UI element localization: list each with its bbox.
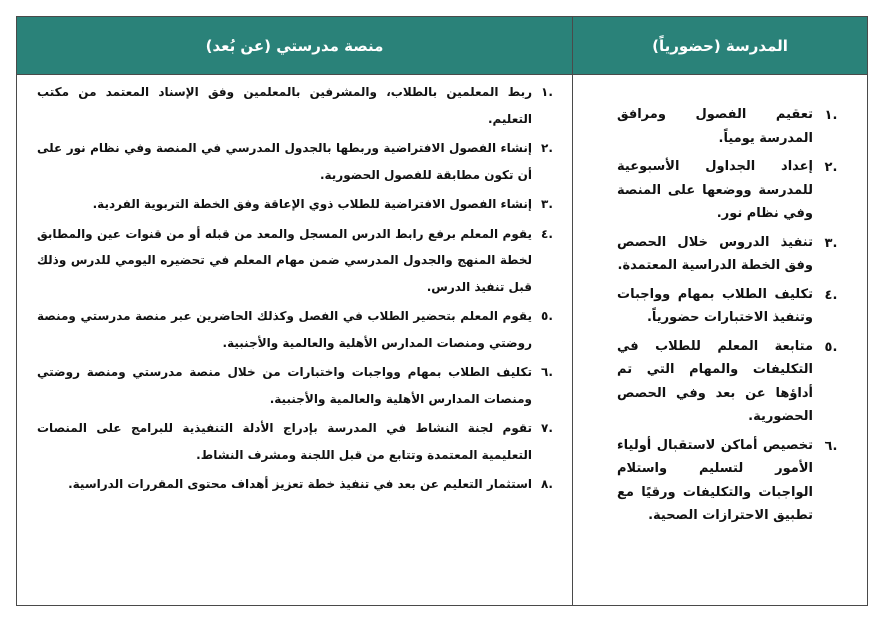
- school-list: [573, 75, 867, 541]
- item-number: .٢: [541, 141, 553, 155]
- item-text: تعقيم الفصول ومرافق المدرسة يومياً.: [617, 107, 813, 146]
- item-text: يقوم المعلم برفع رابط الدرس المسجل والمعد من قبله أو من قنوات عين والمطابق لخطة المنهج والجدول المدرسي ضمن مهام المعلم في تحضيره اليومي للدرس وذلك قبل تنفيذ الدرس.: [37, 226, 532, 294]
- list-item: [617, 335, 849, 429]
- table-header-row: [17, 17, 868, 75]
- item-text: تنفيذ الدروس خلال الحصص وفق الخطة الدراسية المعتمدة.: [617, 234, 813, 273]
- list-item: [617, 231, 849, 278]
- list-item: [617, 434, 849, 528]
- list-item: [37, 135, 562, 188]
- list-item: [37, 415, 562, 468]
- list-item: [37, 359, 562, 412]
- item-number: .٢: [824, 160, 838, 175]
- item-number: .١: [824, 108, 838, 123]
- item-number: .٣: [824, 235, 838, 251]
- item-text: إنشاء الفصول الافتراضية وربطها بالجدول المدرسي في المنصة وفي نظام نور على أن تكون مطابقة للفصول الحضورية.: [37, 141, 532, 182]
- item-text: إعداد الجداول الأسبوعية للمدرسة ووضعها على المنصة وفي نظام نور.: [617, 159, 813, 221]
- header-platform: منصة مدرستي (عن بُعد): [17, 17, 573, 75]
- platform-column: [17, 75, 573, 606]
- item-text: تكليف الطلاب بمهام وواجبات واختبارات من خلال منصة مدرستي ومنصة روضتي ومنصات المدارس الأهلية والعالمية والأجنبية.: [37, 365, 532, 406]
- list-item: [37, 471, 562, 498]
- item-number: .٧: [541, 421, 553, 435]
- item-text: يقوم المعلم بتحضير الطلاب في الفصل وكذلك الحاضرين عبر منصة مدرستي ومنصة روضتي ومنصات المدارس الأهلية والعالمية والأجنبية.: [37, 309, 532, 350]
- table-body-row: [17, 75, 868, 606]
- header-school: المدرسة (حضورياً): [573, 17, 868, 75]
- platform-list: [17, 75, 572, 505]
- comparison-table: [16, 16, 868, 606]
- list-item: [617, 283, 849, 330]
- item-text: استثمار التعليم عن بعد في تنفيذ خطة تعزيز أهداف محتوى المقررات الدراسية.: [68, 477, 532, 491]
- item-text: تخصيص أماكن لاستقبال أولياء الأمور لتسليم واستلام الواجبات والتكليفات ورقيًا مع تطبيق الاحترازات الصحية.: [617, 437, 813, 523]
- item-number: .٣: [541, 197, 553, 211]
- item-text: ربط المعلمين بالطلاب، والمشرفين بالمعلمين وفق الإسناد المعتمد من مكتب التعليم.: [37, 85, 532, 126]
- list-item: [37, 79, 562, 132]
- list-item: [37, 303, 562, 356]
- list-item: [617, 103, 849, 150]
- school-column: [573, 75, 868, 606]
- item-text: تقوم لجنة النشاط في المدرسة بإدراج الأدلة التنفيذية للبرامج على المنصات التعليمية المعتمدة وتتابع من قبل اللجنة ومشرف النشاط.: [37, 421, 532, 462]
- item-number: .٨: [541, 477, 553, 491]
- list-item: [617, 155, 849, 226]
- item-number: .١: [541, 85, 553, 99]
- item-text: تكليف الطلاب بمهام وواجبات وتنفيذ الاختبارات حضورياً.: [617, 286, 813, 325]
- list-item: [37, 221, 562, 301]
- list-item: [37, 191, 562, 218]
- item-text: إنشاء الفصول الافتراضية للطلاب ذوي الإعاقة وفق الخطة التربوية الفردية.: [92, 197, 532, 211]
- item-number: .٦: [824, 438, 838, 454]
- item-number: .٥: [541, 309, 553, 323]
- item-text: متابعة المعلم للطلاب في التكليفات والمهام التي تم أداؤها عن بعد وفي الحصص الحضورية.: [617, 338, 813, 424]
- item-number: .٦: [541, 365, 553, 379]
- item-number: .٥: [824, 339, 838, 355]
- item-number: .٤: [824, 287, 838, 303]
- item-number: .٤: [541, 226, 553, 241]
